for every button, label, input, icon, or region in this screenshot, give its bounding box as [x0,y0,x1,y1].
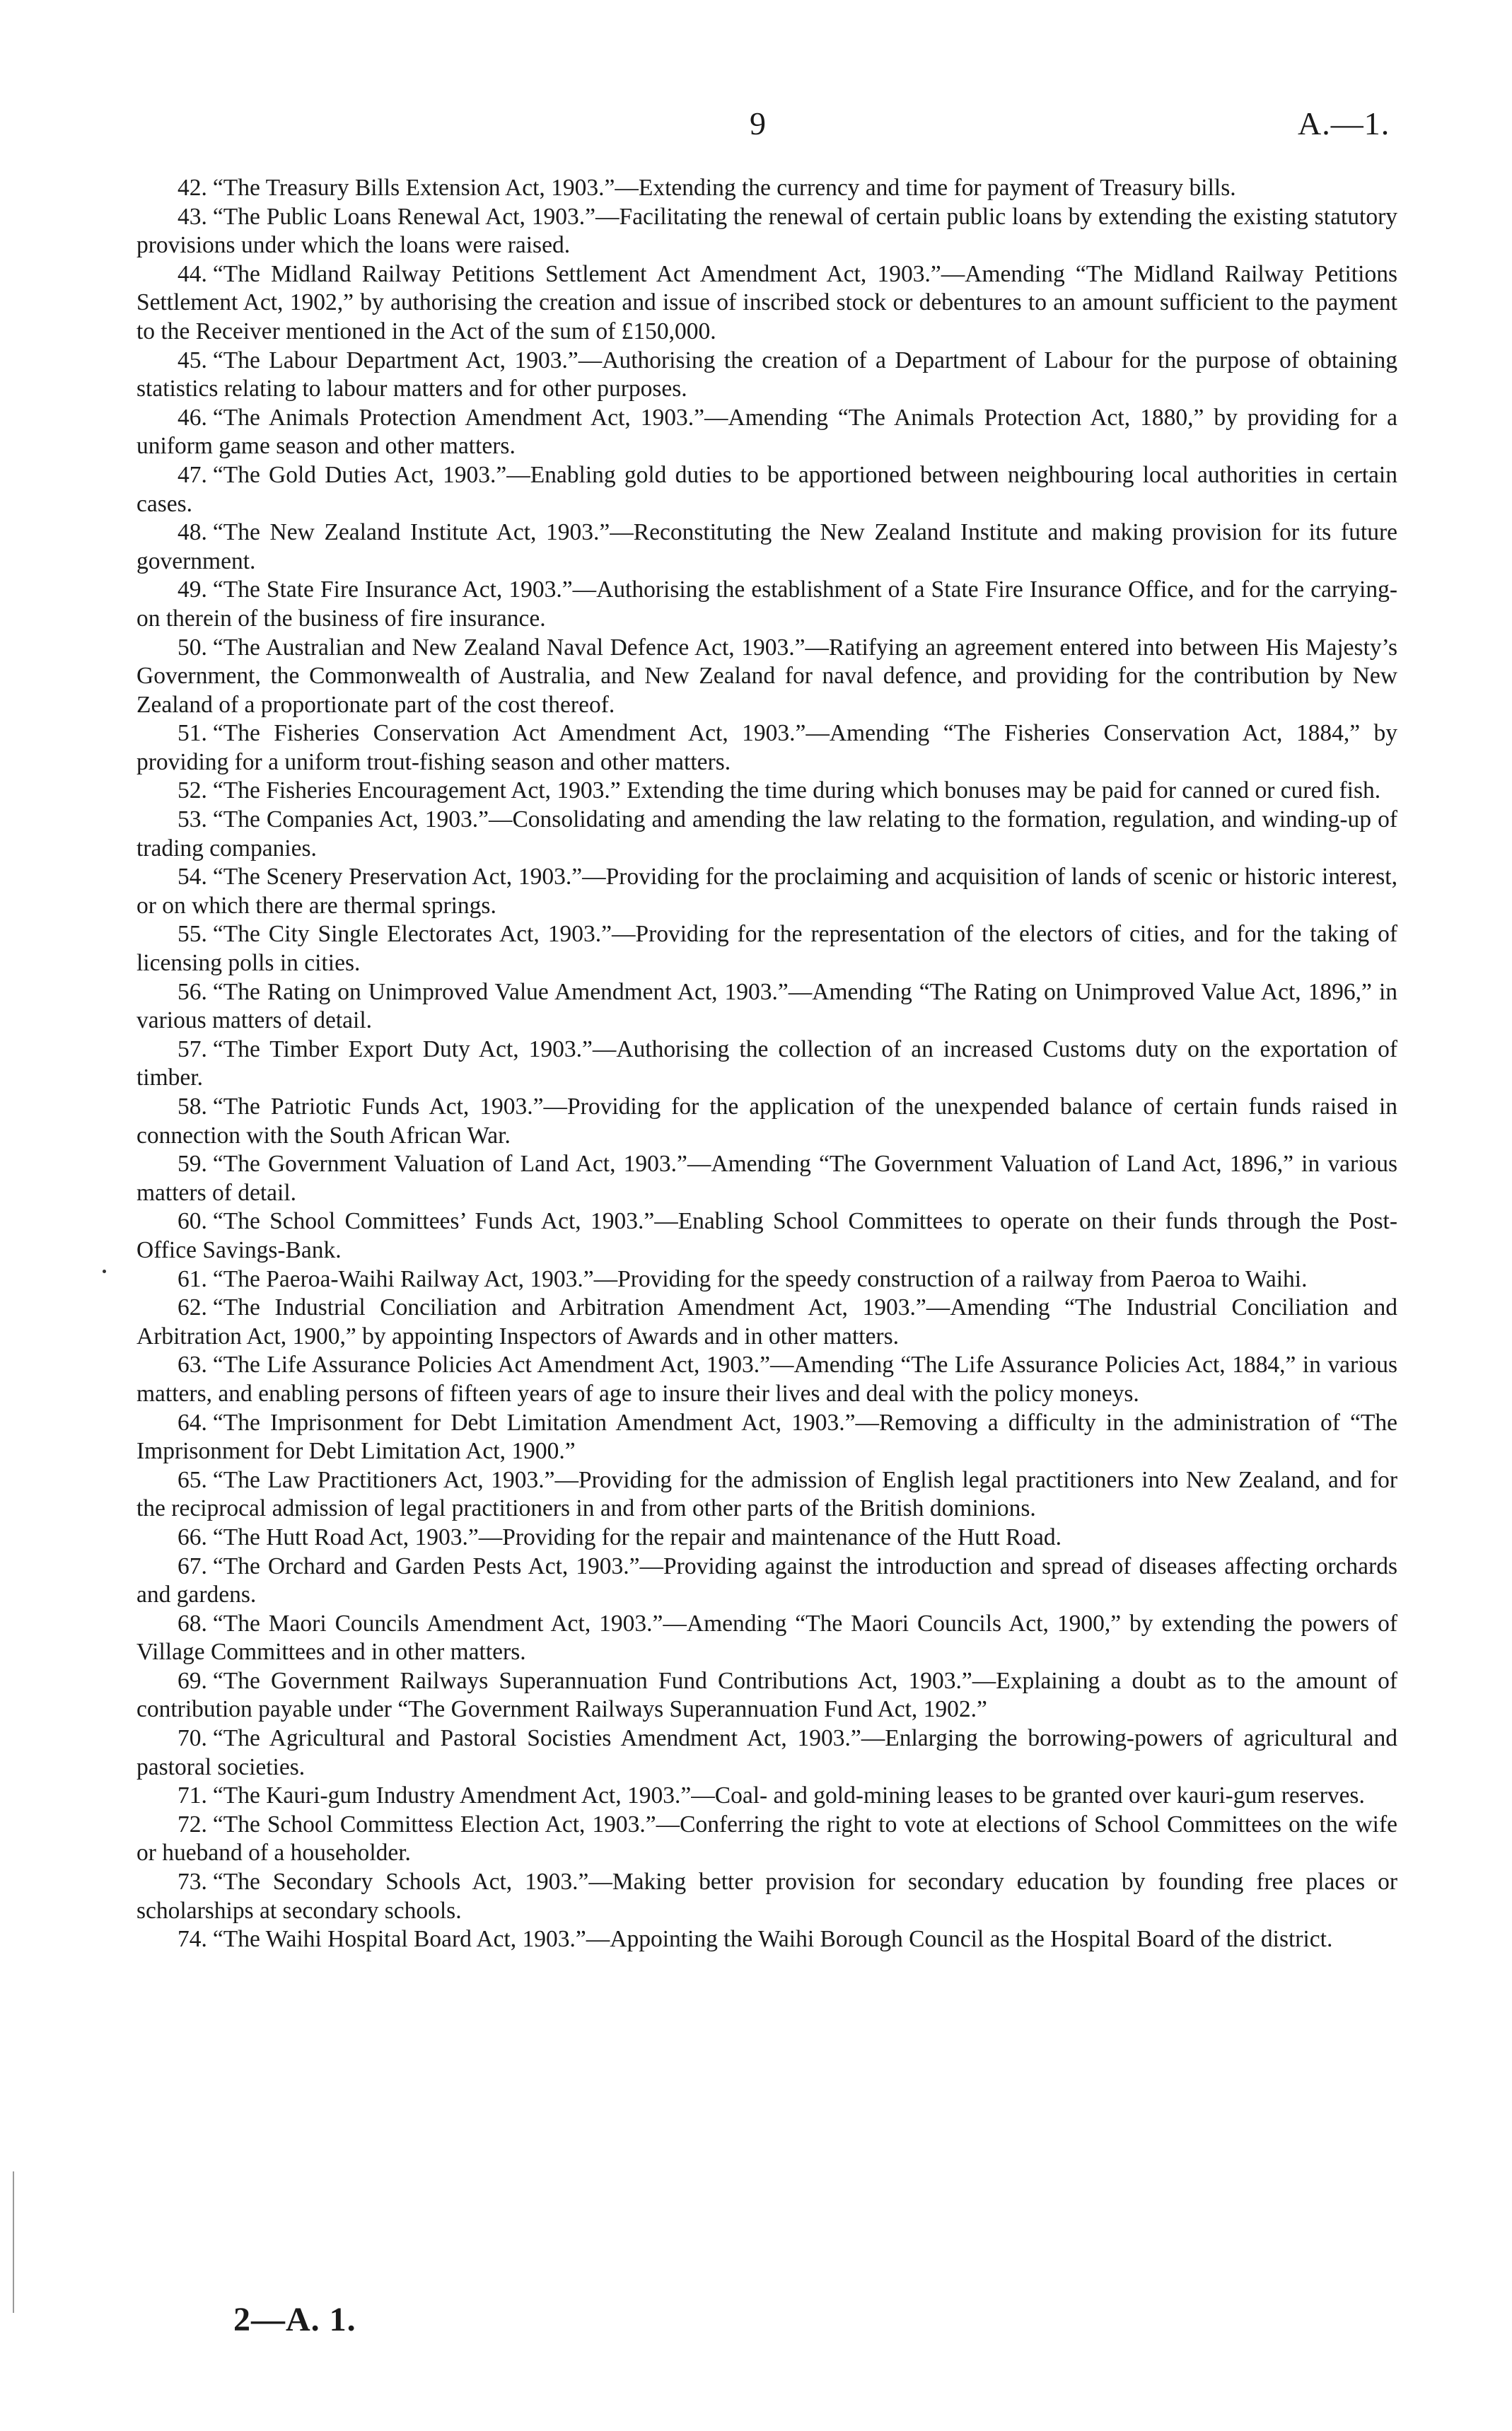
entry-text: “The Paeroa-Waihi Railway Act, 1903.”—Providing for the speedy construction of a railway from Paeroa to Waihi. [212,1265,1308,1292]
entry-text: “The Law Practitioners Act, 1903.”—Providing for the admission of English legal practitioners into New Zealand, and for the reciprocal admission of legal practitioners in and from other parts of the British dominions. [136,1466,1397,1522]
entry-text: “The Fisheries Encouragement Act, 1903.” Extending the time during which bonuses may be paid for canned or cured fish. [212,777,1381,804]
entry-text: “The Life Assurance Policies Act Amendment Act, 1903.”—Amending “The Life Assurance Policies Act, 1884,” in various matters, and enabling persons of fifteen years of age to insure their lives and deal with the policy moneys. [136,1352,1397,1407]
entry-text: “The Maori Councils Amendment Act, 1903.”—Amending “The Maori Councils Act, 1900,” by extending the powers of Village Committees and in other matters. [136,1610,1397,1666]
entry-text: “The Treasury Bills Extension Act, 1903.”—Extending the currency and time for payment of Treasury bills. [212,175,1236,201]
entry-text: “The Patriotic Funds Act, 1903.”—Providing for the application of the unexpended balance of certain funds raised in connection with the South African War. [136,1093,1397,1149]
act-entry [136,404,1397,461]
act-entry [136,518,1397,576]
entry-text: “The Imprisonment for Debt Limitation Amendment Act, 1903.”—Removing a difficulty in the administration of “The Imprisonment for Debt Limitation Act, 1900.” [136,1409,1397,1465]
entry-number: 64. [178,1409,207,1436]
act-entry [136,1553,1397,1610]
act-entry [136,576,1397,633]
entry-text: “The Government Railways Superannuation Fund Contributions Act, 1903.”—Explaining a doubt as to the amount of contribution payable under “The Government Railways Superannuation Fund Act, 1902.” [136,1667,1397,1723]
signature-mark: 2—A. 1. [233,2301,356,2338]
act-entry [136,1524,1397,1553]
act-entry [136,1093,1397,1150]
entry-number: 59. [178,1151,207,1178]
entry-number: 62. [178,1294,207,1321]
entry-text: “The Kauri-gum Industry Amendment Act, 1903.”—Coal- and gold-mining leases to be granted over kauri-gum reserves. [212,1782,1365,1809]
entry-number: 54. [178,864,207,890]
entry-text: “The School Committees’ Funds Act, 1903.”—Enabling School Committees to operate on their funds through the Post-Office Savings-Bank. [136,1208,1397,1263]
entry-number: 50. [178,634,207,661]
entry-number: 68. [178,1610,207,1637]
entry-text: “The Hutt Road Act, 1903.”—Providing for the repair and maintenance of the Hutt Road. [212,1524,1062,1550]
entry-number: 73. [178,1869,207,1896]
entry-number: 69. [178,1667,207,1694]
entry-number: 65. [178,1466,207,1493]
entry-number: 51. [178,720,207,747]
entry-text: “The Fisheries Conservation Act Amendment Act, 1903.”—Amending “The Fisheries Conservation Act, 1884,” by providing for a uniform trout-fishing season and other matters. [136,720,1397,775]
entry-number: 74. [178,1926,207,1953]
entry-text: “The Timber Export Duty Act, 1903.”—Authorising the collection of an increased Customs duty on the exportation of timber. [136,1035,1397,1091]
act-entry [136,1035,1397,1093]
act-entry [136,1724,1397,1782]
entry-text: “The School Committess Election Act, 1903.”—Conferring the right to vote at elections of School Committees on the wife or hueband of a householder. [136,1811,1397,1867]
entry-text: “The Companies Act, 1903.”—Consolidating and amending the law relating to the formation, regulation, and winding-up of trading companies. [136,806,1397,861]
entry-number: 56. [178,978,207,1005]
act-entry [136,1925,1397,1954]
entry-text: “The Public Loans Renewal Act, 1903.”—Facilitating the renewal of certain public loans by extending the existing statutory provisions under which the loans were raised. [136,203,1397,259]
entry-text: “The Gold Duties Act, 1903.”—Enabling gold duties to be apportioned between neighbouring local authorities in certain cases. [136,461,1397,517]
entry-number: 48. [178,519,207,546]
entry-text: “The Agricultural and Pastoral Socisties Amendment Act, 1903.”—Enlarging the borrowing-powers of agricultural and pastoral societies. [136,1725,1397,1780]
entry-number: 67. [178,1553,207,1579]
act-entry [136,461,1397,518]
act-list [136,174,1397,1954]
act-entry [136,1265,1397,1294]
act-entry [136,920,1397,977]
act-entry [136,1811,1397,1868]
act-entry [136,978,1397,1035]
act-entry [136,1782,1397,1811]
entry-text: “The Labour Department Act, 1903.”—Authorising the creation of a Department of Labour for the purpose of obtaining statistics relating to labour matters and for other purposes. [136,347,1397,402]
entry-number: 44. [178,260,207,287]
act-entry [136,1610,1397,1667]
left-edge-rule [13,2171,14,2313]
entry-text: “The Government Valuation of Land Act, 1903.”—Amending “The Government Valuation of Land Act, 1896,” in various matters of detail. [136,1151,1397,1206]
entry-number: 43. [178,203,207,230]
entry-number: 66. [178,1524,207,1550]
entry-number: 72. [178,1811,207,1838]
act-entry [136,1868,1397,1925]
entry-number: 46. [178,404,207,431]
entry-text: “The Scenery Preservation Act, 1903.”—Providing for the proclaiming and acquisition of lands of scenic or historic interest, or on which there are thermal springs. [136,864,1397,919]
act-entry [136,1150,1397,1207]
page-reference: A.—1. [1298,105,1390,141]
entry-number: 57. [178,1035,207,1062]
act-entry [136,1466,1397,1524]
act-entry [136,1409,1397,1466]
entry-text: “The Animals Protection Amendment Act, 1903.”—Amending “The Animals Protection Act, 1880,” by providing for a uniform game season and other matters. [136,404,1397,460]
entry-text: “The State Fire Insurance Act, 1903.”—Authorising the establishment of a State Fire Insurance Office, and for the carrying-on therein of the business of fire insurance. [136,576,1397,632]
entry-text: “The Waihi Hospital Board Act, 1903.”—Appointing the Waihi Borough Council as the Hospital Board of the district. [212,1926,1333,1953]
act-entry [136,260,1397,347]
entry-number: 53. [178,806,207,833]
act-entry [136,203,1397,260]
entry-text: “The Industrial Conciliation and Arbitration Amendment Act, 1903.”—Amending “The Industrial Conciliation and Arbitration Act, 1900,” by appointing Inspectors of Awards and in other matters. [136,1294,1397,1350]
entry-number: 70. [178,1725,207,1752]
act-entry [136,634,1397,720]
margin-dot-mark [103,1270,106,1273]
act-entry [136,719,1397,777]
entry-number: 61. [178,1265,207,1292]
entry-text: “The New Zealand Institute Act, 1903.”—Reconstituting the New Zealand Institute and making provision for its future government. [136,519,1397,574]
act-entry [136,806,1397,863]
act-entry [136,1207,1397,1265]
entry-number: 71. [178,1782,207,1809]
act-entry [136,347,1397,404]
entry-text: “The Midland Railway Petitions Settlement Act Amendment Act, 1903.”—Amending “The Midland Railway Petitions Settlement Act, 1902,” by authorising the creation and issue of inscribed stock or debentures to an amount sufficient to the payment to the Receiver mentioned in the Act of the sum of £150,000. [136,260,1397,344]
entry-number: 63. [178,1352,207,1379]
act-entry [136,863,1397,920]
act-entry [136,1667,1397,1724]
entry-text: “The Rating on Unimproved Value Amendment Act, 1903.”—Amending “The Rating on Unimproved Value Act, 1896,” in various matters of detail. [136,978,1397,1034]
entry-text: “The Orchard and Garden Pests Act, 1903.”—Providing against the introduction and spread of diseases affecting orchards and gardens. [136,1553,1397,1608]
entry-text: “The Australian and New Zealand Naval Defence Act, 1903.”—Ratifying an agreement entered into between His Majesty’s Government, the Commonwealth of Australia, and New Zealand for naval defence, and providing for the contribution by New Zealand of a proportionate part of the cost thereof. [136,634,1397,718]
entry-number: 52. [178,777,207,804]
entry-text: “The Secondary Schools Act, 1903.”—Making better provision for secondary education by founding free places or scholarships at secondary schools. [136,1869,1397,1924]
act-entry [136,174,1397,203]
act-entry [136,1294,1397,1351]
act-entry [136,777,1397,806]
entry-number: 60. [178,1208,207,1235]
entry-number: 47. [178,461,207,488]
page-number: 9 [750,105,766,141]
entry-number: 49. [178,576,207,603]
entry-number: 42. [178,175,207,201]
entry-number: 58. [178,1093,207,1120]
entry-number: 55. [178,921,207,948]
entry-text: “The City Single Electorates Act, 1903.”—Providing for the representation of the electors of cities, and for the taking of licensing polls in cities. [136,921,1397,977]
entry-number: 45. [178,347,207,373]
act-entry [136,1351,1397,1408]
